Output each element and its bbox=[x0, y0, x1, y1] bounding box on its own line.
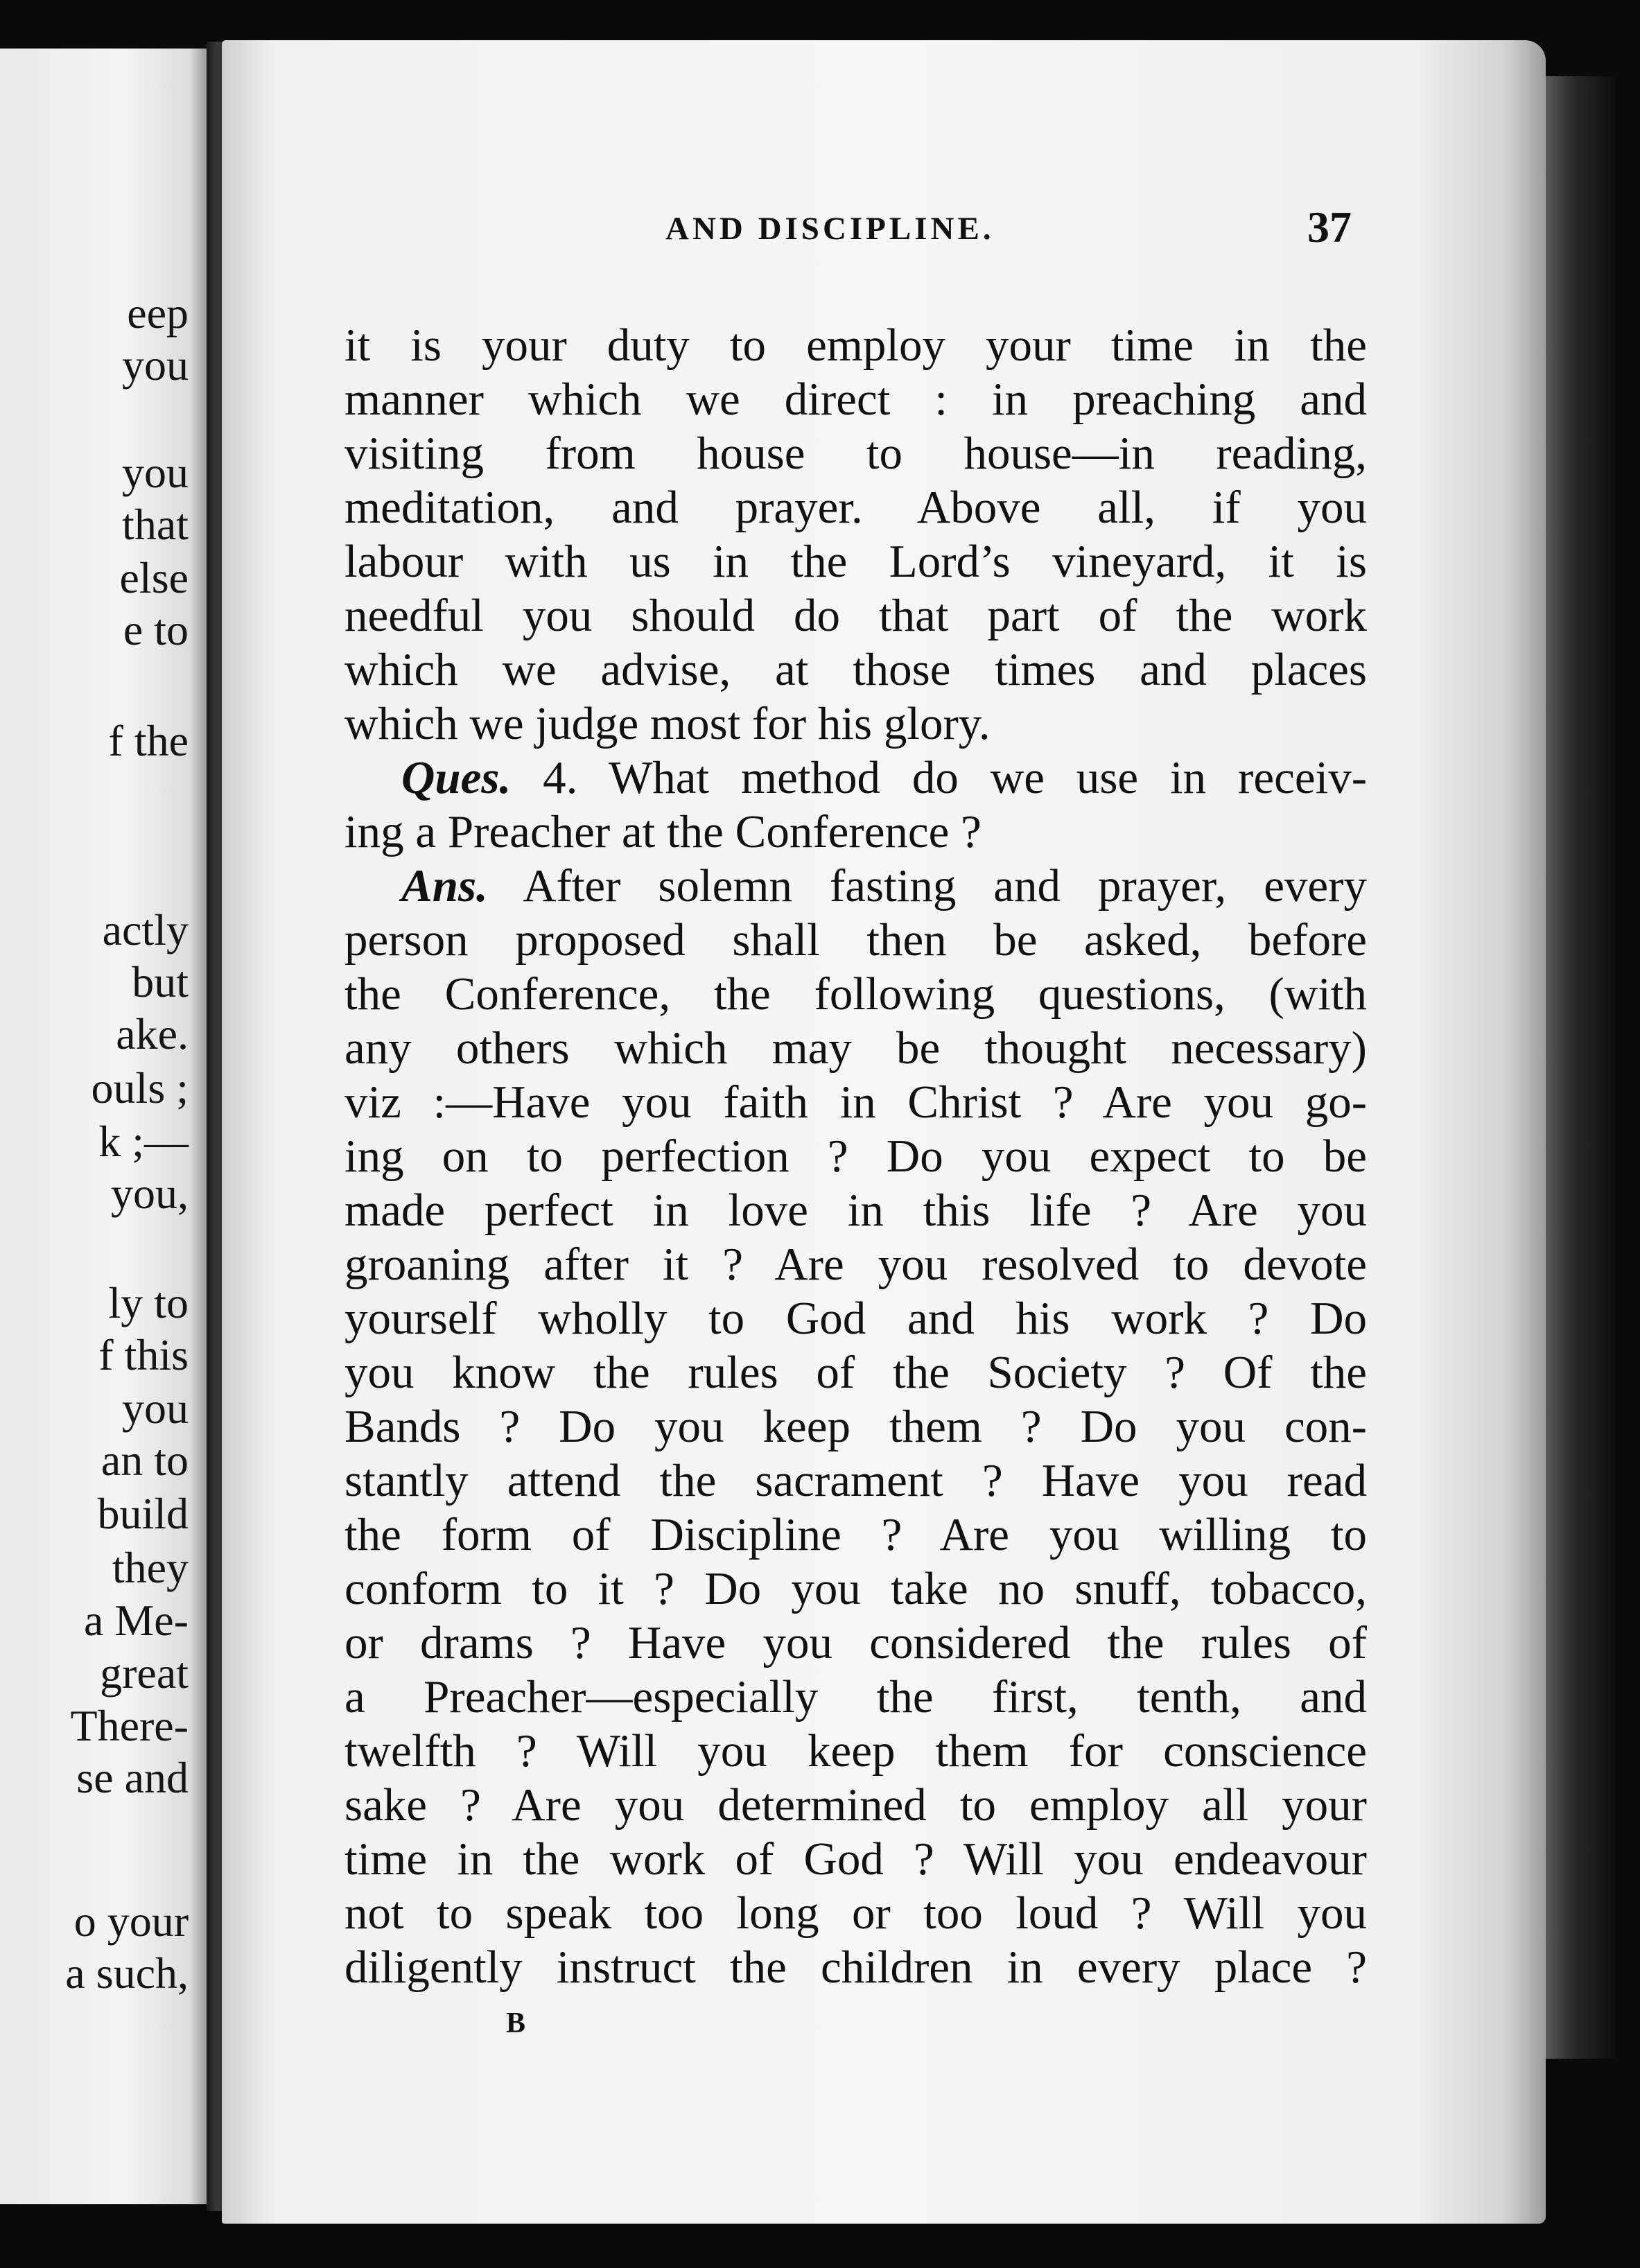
question-text: What method do we use in receiv- bbox=[609, 752, 1367, 803]
text-line: a Preacher—especially the first, tenth, and bbox=[344, 1671, 1367, 1722]
fragment-line: There- bbox=[70, 1701, 189, 1750]
text-line: needful you should do that part of the work bbox=[344, 590, 1367, 641]
text-line: Bands ? Do you keep them ? Do you con- bbox=[344, 1401, 1367, 1452]
fragment-line: k ;— bbox=[98, 1117, 189, 1166]
page-body-text bbox=[344, 318, 1367, 1994]
page-edge-shadow bbox=[1546, 76, 1615, 2059]
text-line: conform to it ? Do you take no snuff, tobacco, bbox=[344, 1563, 1367, 1614]
fragment-line: you bbox=[122, 1384, 189, 1433]
fragment-line: an to bbox=[101, 1436, 189, 1485]
fragment-line: but bbox=[132, 957, 189, 1006]
text-line: groaning after it ? Are you resolved to devote bbox=[344, 1239, 1367, 1290]
text-line: the Conference, the following questions, (with bbox=[344, 968, 1367, 1020]
fragment-line: e to bbox=[123, 605, 189, 654]
text-line: ing on to perfection ? Do you expect to be bbox=[344, 1131, 1367, 1182]
fragment-line: you bbox=[122, 448, 189, 497]
answer-line bbox=[344, 859, 1367, 913]
fragment-line: ake. bbox=[116, 1009, 189, 1058]
text-line: person proposed shall then be asked, before bbox=[344, 914, 1367, 966]
text-line: not to speak too long or too loud ? Will you bbox=[344, 1887, 1367, 1939]
text-line: sake ? Are you determined to employ all your bbox=[344, 1779, 1367, 1831]
text-line: which we judge most for his glory. bbox=[344, 698, 991, 749]
text-line: the form of Discipline ? Are you willing to bbox=[344, 1509, 1367, 1560]
fragment-line: great bbox=[100, 1648, 189, 1698]
text-line: ing a Preacher at the Conference ? bbox=[344, 806, 982, 857]
text-line: time in the work of God ? Will you endeavour bbox=[344, 1833, 1367, 1885]
text-line: stantly attend the sacrament ? Have you read bbox=[344, 1455, 1367, 1506]
fragment-line: o your bbox=[73, 1896, 189, 1946]
fragment-line: build bbox=[97, 1489, 189, 1538]
text-line: which we advise, at those times and places bbox=[344, 644, 1367, 695]
text-line: it is your duty to employ your time in the bbox=[344, 320, 1367, 371]
answer-text: After solemn fasting and prayer, every bbox=[523, 860, 1367, 911]
fragment-line: you bbox=[122, 340, 189, 390]
question-number: 4. bbox=[543, 752, 578, 803]
answer-label: Ans. bbox=[401, 860, 488, 911]
fragment-line: a Me- bbox=[83, 1596, 189, 1645]
fragment-line: that bbox=[122, 500, 189, 549]
text-line: yourself wholly to God and his work ? Do bbox=[344, 1293, 1367, 1344]
fragment-line: ouls ; bbox=[91, 1063, 189, 1113]
fragment-line: they bbox=[112, 1543, 189, 1592]
fragment-line: you, bbox=[111, 1169, 189, 1218]
question-label: Ques. bbox=[401, 752, 512, 803]
signature-mark: B bbox=[506, 2007, 526, 2039]
fragment-line: se and bbox=[76, 1753, 189, 1802]
text-line: any others which may be thought necessary) bbox=[344, 1022, 1367, 1074]
fragment-line: f the bbox=[108, 716, 189, 765]
text-line: twelfth ? Will you keep them for conscience bbox=[344, 1725, 1367, 1777]
text-line: manner which we direct : in preaching and bbox=[344, 374, 1367, 425]
text-line: diligently instruct the children in every place ? bbox=[344, 1942, 1367, 1993]
fragment-line: else bbox=[119, 553, 189, 602]
text-line: meditation, and prayer. Above all, if you bbox=[344, 482, 1367, 533]
previous-page-fragment bbox=[0, 49, 207, 2204]
running-head: AND DISCIPLINE. bbox=[665, 211, 995, 247]
fragment-line: a such, bbox=[65, 1948, 189, 1998]
question-line bbox=[344, 751, 1367, 805]
fragment-line: eep bbox=[127, 288, 189, 338]
text-line: visiting from house to house—in reading, bbox=[344, 428, 1367, 479]
page-number: 37 bbox=[1307, 202, 1352, 252]
fragment-line: actly bbox=[102, 905, 189, 954]
text-line: or drams ? Have you considered the rules of bbox=[344, 1617, 1367, 1668]
text-line: labour with us in the Lord’s vineyard, it is bbox=[344, 536, 1367, 587]
text-line: you know the rules of the Society ? Of the bbox=[344, 1347, 1367, 1398]
fragment-line: f this bbox=[98, 1330, 189, 1379]
text-line: made perfect in love in this life ? Are you bbox=[344, 1185, 1367, 1236]
text-line: viz :—Have you faith in Christ ? Are you go- bbox=[344, 1076, 1367, 1128]
fragment-line: ly to bbox=[108, 1278, 189, 1327]
